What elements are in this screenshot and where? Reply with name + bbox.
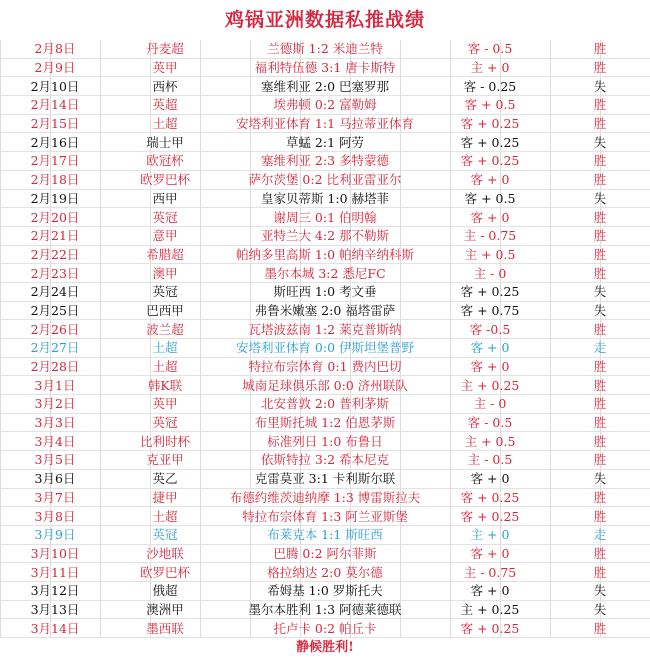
handicap-pick: 客 - 0.5 [430,40,550,58]
match-score: 埃弗顿 0:2 富勒姆 [220,96,430,115]
match-score: 亚特兰大 4:2 那不勒斯 [220,226,430,245]
match-score: 安塔利亚体育 1:1 马拉蒂亚体育 [220,114,430,133]
match-date: 3月12日 [0,581,110,600]
handicap-pick: 客 - 0.5 [430,413,550,432]
result-badge: 失 [550,581,650,600]
result-badge: 胜 [550,619,650,638]
match-date: 2月14日 [0,96,110,115]
table-row [0,208,650,227]
result-badge: 失 [550,469,650,488]
table-row [0,469,650,488]
table-row [0,226,650,245]
table-row [0,488,650,507]
result-badge: 胜 [550,226,650,245]
footer-slogan: 静候胜利! [296,640,354,655]
handicap-pick: 客 + 0 [430,339,550,358]
league-name: 沙地联 [110,544,220,563]
match-score: 布德约维茨迪纳摩 1:3 博雷斯拉夫 [220,488,430,507]
match-date: 3月10日 [0,544,110,563]
match-score: 皇家贝蒂斯 1:0 赫塔菲 [220,189,430,208]
match-date: 2月18日 [0,170,110,189]
match-date: 3月1日 [0,376,110,395]
league-name: 英冠 [110,208,220,227]
handicap-pick: 客 + 0.25 [430,114,550,133]
match-score: 格拉纳达 2:0 莫尔德 [220,563,430,582]
handicap-pick: 客 -0.5 [430,320,550,339]
result-badge: 胜 [550,320,650,339]
table-row [0,133,650,152]
match-score: 城南足球俱乐部 0:0 济州联队 [220,376,430,395]
table-row [0,282,650,301]
match-date: 2月20日 [0,208,110,227]
handicap-pick: 主 + 0.5 [430,432,550,451]
result-badge: 走 [550,339,650,358]
league-name: 土超 [110,507,220,526]
match-date: 3月11日 [0,563,110,582]
table-row [0,40,650,58]
league-name: 捷甲 [110,488,220,507]
table-row [0,432,650,451]
handicap-pick: 客 + 0.25 [430,282,550,301]
league-name: 土超 [110,114,220,133]
table-row [0,544,650,563]
match-score: 兰德斯 1:2 米迪兰特 [220,40,430,58]
league-name: 希腊超 [110,245,220,264]
results-table [0,40,650,638]
league-name: 英甲 [110,395,220,414]
table-row [0,96,650,115]
table-row [0,395,650,414]
handicap-pick: 客 + 0.25 [430,133,550,152]
match-date: 3月13日 [0,600,110,619]
match-date: 3月8日 [0,507,110,526]
table-row [0,619,650,638]
handicap-pick: 客 + 0.75 [430,301,550,320]
match-date: 2月27日 [0,339,110,358]
league-name: 波兰超 [110,320,220,339]
league-name: 土超 [110,357,220,376]
match-score: 瓦塔波兹南 1:2 莱克普斯纳 [220,320,430,339]
result-badge: 失 [550,189,650,208]
match-score: 塞维利亚 2:0 巴塞罗那 [220,77,430,96]
match-date: 3月4日 [0,432,110,451]
handicap-pick: 主 - 0 [430,395,550,414]
result-badge: 胜 [550,507,650,526]
handicap-pick: 主 - 0.75 [430,563,550,582]
league-name: 俄超 [110,581,220,600]
match-date: 2月10日 [0,77,110,96]
result-badge: 胜 [550,208,650,227]
result-badge: 胜 [550,395,650,414]
match-score: 斯旺西 1:0 考文垂 [220,282,430,301]
match-score: 标准列日 1:0 布鲁日 [220,432,430,451]
handicap-pick: 客 + 0 [430,544,550,563]
result-badge: 走 [550,525,650,544]
league-name: 瑞士甲 [110,133,220,152]
result-badge: 胜 [550,96,650,115]
match-date: 2月22日 [0,245,110,264]
handicap-pick: 主 + 0 [430,525,550,544]
handicap-pick: 客 + 0.25 [430,619,550,638]
match-score: 草蜢 2:1 阿劳 [220,133,430,152]
page-title: 鸡锅亚洲数据私推战绩 [0,0,650,40]
result-badge: 胜 [550,357,650,376]
handicap-pick: 客 + 0.25 [430,488,550,507]
result-badge: 胜 [550,264,650,283]
match-date: 2月26日 [0,320,110,339]
handicap-pick: 主 + 0.25 [430,376,550,395]
league-name: 意甲 [110,226,220,245]
league-name: 巴西甲 [110,301,220,320]
league-name: 土超 [110,339,220,358]
league-name: 英冠 [110,413,220,432]
handicap-pick: 主 + 0 [430,58,550,77]
league-name: 克亚甲 [110,451,220,470]
result-badge: 失 [550,600,650,619]
table-row [0,77,650,96]
results-table-body [0,40,650,638]
handicap-pick: 客 - 0.25 [430,77,550,96]
match-score: 希姆基 1:0 罗斯托夫 [220,581,430,600]
match-score: 北安普敦 2:0 普利茅斯 [220,395,430,414]
league-name: 欧罗巴杯 [110,170,220,189]
match-score: 塞维利亚 2:3 多特蒙德 [220,152,430,171]
result-badge: 胜 [550,245,650,264]
league-name: 英冠 [110,525,220,544]
table-row [0,320,650,339]
match-score: 福利特伍德 3:1 唐卡斯特 [220,58,430,77]
result-badge: 胜 [550,170,650,189]
handicap-pick: 客 + 0 [430,170,550,189]
handicap-pick: 主 - 0.75 [430,226,550,245]
league-name: 墨西联 [110,619,220,638]
league-name: 英冠 [110,282,220,301]
league-name: 欧冠杯 [110,152,220,171]
handicap-pick: 客 + 0.25 [430,152,550,171]
league-name: 英超 [110,96,220,115]
result-badge: 失 [550,282,650,301]
table-row [0,245,650,264]
match-date: 2月9日 [0,58,110,77]
match-score: 托卢卡 0:2 帕丘卡 [220,619,430,638]
match-date: 2月19日 [0,189,110,208]
league-name: 英乙 [110,469,220,488]
match-score: 特拉布宗体育 0:1 费内巴切 [220,357,430,376]
match-date: 2月25日 [0,301,110,320]
handicap-pick: 客 + 0 [430,581,550,600]
match-score: 依斯特拉 3:2 希本尼克 [220,451,430,470]
match-date: 2月23日 [0,264,110,283]
table-row [0,152,650,171]
result-badge: 胜 [550,413,650,432]
handicap-pick: 客 + 0.25 [430,507,550,526]
league-name: 澳甲 [110,264,220,283]
handicap-pick: 主 + 0.25 [430,600,550,619]
result-badge: 胜 [550,114,650,133]
result-badge: 失 [550,77,650,96]
result-badge: 胜 [550,58,650,77]
result-badge: 胜 [550,432,650,451]
match-score: 墨尔本胜利 1:3 阿德莱德联 [220,600,430,619]
match-date: 2月24日 [0,282,110,301]
table-row [0,58,650,77]
match-score: 墨尔本城 3:2 悉尼FC [220,264,430,283]
match-score: 巴腾 0:2 阿尔菲斯 [220,544,430,563]
handicap-pick: 客 + 0 [430,357,550,376]
match-score: 谢周三 0:1 伯明翰 [220,208,430,227]
match-date: 3月5日 [0,451,110,470]
match-score: 弗鲁米嫩塞 2:0 福塔雷萨 [220,301,430,320]
match-score: 帕纳多里高斯 1:0 帕纳辛纳科斯 [220,245,430,264]
handicap-pick: 客 + 0.5 [430,189,550,208]
table-row [0,581,650,600]
result-badge: 胜 [550,451,650,470]
table-row [0,525,650,544]
result-badge: 失 [550,301,650,320]
league-name: 澳洲甲 [110,600,220,619]
result-badge: 胜 [550,488,650,507]
result-badge: 失 [550,133,650,152]
table-row [0,339,650,358]
match-date: 3月7日 [0,488,110,507]
match-date: 2月8日 [0,40,110,58]
match-score: 布莱克本 1:1 斯旺西 [220,525,430,544]
match-date: 3月9日 [0,525,110,544]
handicap-pick: 主 - 0 [430,264,550,283]
table-row [0,507,650,526]
league-name: 韩K联 [110,376,220,395]
handicap-pick: 客 + 0 [430,208,550,227]
table-row [0,451,650,470]
table-row [0,413,650,432]
result-badge: 胜 [550,563,650,582]
result-badge: 胜 [550,40,650,58]
result-badge: 胜 [550,152,650,171]
table-row [0,170,650,189]
match-score: 布里斯托城 1:2 伯恩茅斯 [220,413,430,432]
league-name: 英甲 [110,58,220,77]
match-score: 特拉布宗体育 1:3 阿兰亚斯堡 [220,507,430,526]
handicap-pick: 主 - 0.5 [430,451,550,470]
match-date: 2月15日 [0,114,110,133]
match-date: 3月6日 [0,469,110,488]
table-row [0,563,650,582]
match-score: 安塔利亚体育 0:0 伊斯坦堡普野 [220,339,430,358]
table-row [0,114,650,133]
match-date: 3月2日 [0,395,110,414]
result-badge: 胜 [550,544,650,563]
match-date: 2月21日 [0,226,110,245]
league-name: 西杯 [110,77,220,96]
match-score: 克雷莫亚 3:1 卡利斯尔联 [220,469,430,488]
handicap-pick: 客 + 0.5 [430,96,550,115]
table-row [0,264,650,283]
match-date: 2月17日 [0,152,110,171]
match-date: 3月14日 [0,619,110,638]
result-badge: 胜 [550,376,650,395]
match-date: 3月3日 [0,413,110,432]
table-row [0,189,650,208]
handicap-pick: 主 + 0.5 [430,245,550,264]
league-name: 西甲 [110,189,220,208]
table-row [0,600,650,619]
table-row [0,376,650,395]
handicap-pick: 客 + 0 [430,469,550,488]
league-name: 丹麦超 [110,40,220,58]
league-name: 欧罗巴杯 [110,563,220,582]
table-row [0,301,650,320]
league-name: 比利时杯 [110,432,220,451]
match-date: 2月28日 [0,357,110,376]
match-date: 2月16日 [0,133,110,152]
table-row [0,357,650,376]
match-score: 萨尔茨堡 0:2 比利亚雷亚尔 [220,170,430,189]
